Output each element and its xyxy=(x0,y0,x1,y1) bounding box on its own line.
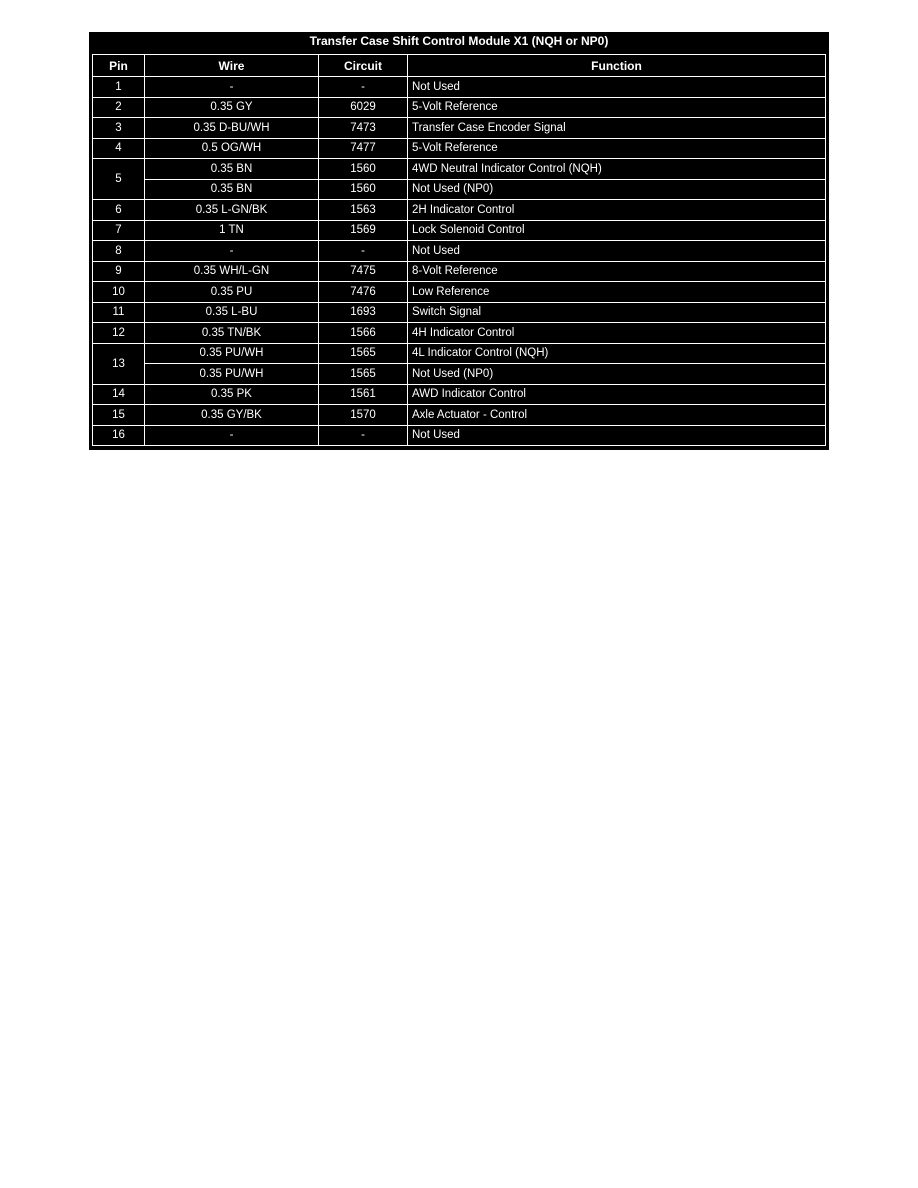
table-row xyxy=(93,220,826,241)
wire-cell: 0.35 BN xyxy=(145,159,319,180)
pin-cell: 3 xyxy=(93,118,145,139)
wire-cell: - xyxy=(145,241,319,262)
circuit-cell: - xyxy=(319,425,408,446)
function-cell: 2H Indicator Control xyxy=(408,200,826,221)
table-row xyxy=(93,97,826,118)
table-row xyxy=(93,302,826,323)
table-row xyxy=(93,282,826,303)
circuit-cell: 1561 xyxy=(319,384,408,405)
wire-cell: 0.35 D-BU/WH xyxy=(145,118,319,139)
circuit-cell: 1565 xyxy=(319,343,408,364)
circuit-cell: 1560 xyxy=(319,179,408,200)
circuit-cell: 1560 xyxy=(319,159,408,180)
wire-cell: 0.35 WH/L-GN xyxy=(145,261,319,282)
table-row xyxy=(93,138,826,159)
circuit-cell: - xyxy=(319,77,408,98)
circuit-cell: 1693 xyxy=(319,302,408,323)
wire-cell: 1 TN xyxy=(145,220,319,241)
function-cell: 4H Indicator Control xyxy=(408,323,826,344)
table-title: Transfer Case Shift Control Module X1 (NQH or NP0) xyxy=(309,34,609,48)
table-row xyxy=(93,118,826,139)
pin-cell: 11 xyxy=(93,302,145,323)
table-row xyxy=(93,323,826,344)
wire-cell: 0.35 BN xyxy=(145,179,319,200)
table-row xyxy=(93,179,826,200)
wire-cell: 0.35 L-BU xyxy=(145,302,319,323)
table-row xyxy=(93,343,826,364)
function-cell: AWD Indicator Control xyxy=(408,384,826,405)
function-cell: Transfer Case Encoder Signal xyxy=(408,118,826,139)
table-row xyxy=(93,425,826,446)
circuit-cell: 1566 xyxy=(319,323,408,344)
pin-cell: 16 xyxy=(93,425,145,446)
circuit-cell: 7475 xyxy=(319,261,408,282)
table-row xyxy=(93,405,826,426)
function-cell: Low Reference xyxy=(408,282,826,303)
circuit-cell: 6029 xyxy=(319,97,408,118)
circuit-cell: 7476 xyxy=(319,282,408,303)
wire-cell: 0.35 PU xyxy=(145,282,319,303)
header-function: Function xyxy=(408,55,826,77)
function-cell: 4L Indicator Control (NQH) xyxy=(408,343,826,364)
wire-cell: 0.35 TN/BK xyxy=(145,323,319,344)
pin-cell: 5 xyxy=(93,159,145,200)
function-cell: Lock Solenoid Control xyxy=(408,220,826,241)
function-cell: 8-Volt Reference xyxy=(408,261,826,282)
wire-cell: 0.35 GY xyxy=(145,97,319,118)
function-cell: 5-Volt Reference xyxy=(408,97,826,118)
pinout-table xyxy=(92,54,826,446)
header-wire: Wire xyxy=(145,55,319,77)
pin-cell: 12 xyxy=(93,323,145,344)
table-row xyxy=(93,159,826,180)
function-cell: 4WD Neutral Indicator Control (NQH) xyxy=(408,159,826,180)
pin-cell: 13 xyxy=(93,343,145,384)
table-row xyxy=(93,200,826,221)
header-circuit: Circuit xyxy=(319,55,408,77)
table-row xyxy=(93,384,826,405)
pin-cell: 7 xyxy=(93,220,145,241)
pin-cell: 14 xyxy=(93,384,145,405)
circuit-cell: 1569 xyxy=(319,220,408,241)
function-cell: 5-Volt Reference xyxy=(408,138,826,159)
pin-cell: 9 xyxy=(93,261,145,282)
wire-cell: 0.35 L-GN/BK xyxy=(145,200,319,221)
circuit-cell: 1563 xyxy=(319,200,408,221)
pin-cell: 10 xyxy=(93,282,145,303)
circuit-cell: - xyxy=(319,241,408,262)
header-pin: Pin xyxy=(93,55,145,77)
header-row xyxy=(93,55,826,77)
circuit-cell: 7473 xyxy=(319,118,408,139)
circuit-cell: 1565 xyxy=(319,364,408,385)
function-cell: Not Used (NP0) xyxy=(408,179,826,200)
function-cell: Not Used xyxy=(408,241,826,262)
function-cell: Not Used xyxy=(408,425,826,446)
table-row xyxy=(93,77,826,98)
wire-cell: - xyxy=(145,77,319,98)
pin-cell: 1 xyxy=(93,77,145,98)
table-row xyxy=(93,364,826,385)
table-row xyxy=(93,261,826,282)
table-row xyxy=(93,241,826,262)
function-cell: Not Used (NP0) xyxy=(408,364,826,385)
wire-cell: - xyxy=(145,425,319,446)
pin-cell: 6 xyxy=(93,200,145,221)
wire-cell: 0.35 PK xyxy=(145,384,319,405)
pin-cell: 15 xyxy=(93,405,145,426)
wire-cell: 0.5 OG/WH xyxy=(145,138,319,159)
circuit-cell: 1570 xyxy=(319,405,408,426)
function-cell: Not Used xyxy=(408,77,826,98)
pin-cell: 4 xyxy=(93,138,145,159)
connector-table-frame xyxy=(89,32,829,450)
pin-cell: 8 xyxy=(93,241,145,262)
wire-cell: 0.35 GY/BK xyxy=(145,405,319,426)
wire-cell: 0.35 PU/WH xyxy=(145,343,319,364)
function-cell: Axle Actuator - Control xyxy=(408,405,826,426)
wire-cell: 0.35 PU/WH xyxy=(145,364,319,385)
circuit-cell: 7477 xyxy=(319,138,408,159)
pin-cell: 2 xyxy=(93,97,145,118)
function-cell: Switch Signal xyxy=(408,302,826,323)
